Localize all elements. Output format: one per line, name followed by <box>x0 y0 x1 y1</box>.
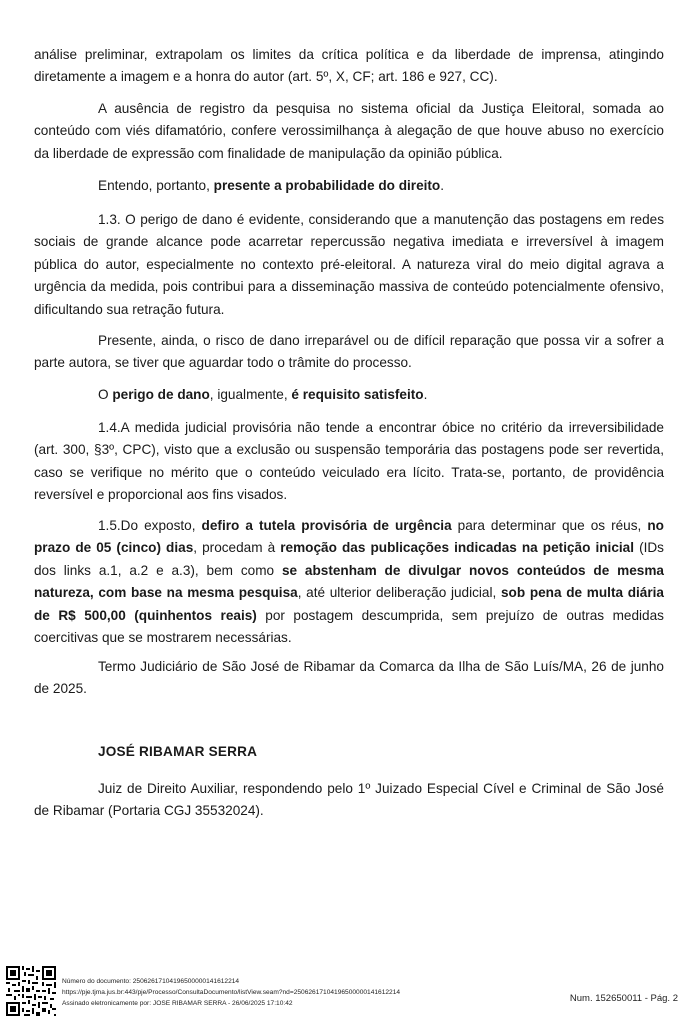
paragraph-text: análise preliminar, extrapolam os limites da crítica política e da liberdade de imprensa, atingindo diretamente a imagem e a honra do autor (art. 5º, X, CF; art. 186 e 927, CC). <box>34 47 664 85</box>
paragraph-text: O <box>98 387 113 402</box>
bold-text: é requisito satisfeito <box>291 387 424 402</box>
paragraph-text: . <box>423 387 428 402</box>
paragraph-text: 1.5.Do exposto, <box>98 518 202 533</box>
signature-role <box>34 778 664 823</box>
document-number: Número do documento: 25062617104196500000141612214 <box>62 978 240 985</box>
electronic-signature: Assinado eletronicamente por: JOSE RIBAMAR SERRA - 26/06/2025 17:10:42 <box>62 999 293 1007</box>
qr-code-icon <box>6 966 56 1016</box>
page-number: Num. 152650011 - Pág. 2 <box>569 993 678 1004</box>
paragraph-text: Entendo, portanto, <box>98 178 214 193</box>
paragraph-decisao <box>34 515 664 649</box>
paragraph-termo <box>34 656 664 701</box>
paragraph-text: , procedam à <box>193 540 281 556</box>
paragraph-intro <box>34 44 664 89</box>
paragraph-text: , até ulterior deliberação judicial, <box>297 585 501 601</box>
paragraph-text: Termo Judiciário de São José de Ribamar da Comarca da Ilha de São Luís/MA, 26 de junho de 2025. <box>34 659 664 697</box>
paragraph-perigo-dano <box>34 209 664 321</box>
bold-text: perigo de dano <box>112 387 210 402</box>
signature-role-text: Juiz de Direito Auxiliar, respondendo pelo 1º Juizado Especial Cível e Criminal de São José de Ribamar (Portaria CGJ 35532024). <box>34 781 664 819</box>
paragraph-text: por postagem descumprida, sem prejuízo de outras medidas coercitivas que se mostrarem necessárias. <box>34 607 664 646</box>
paragraph-text: 1.4.A medida judicial provisória não tende a encontrar óbice no critério da irreversibilidade (art. 300, §3º, CPC), visto que a exclusão ou suspensão temporária das postagens pode ser revertida, caso se verifique no mérito que o conteúdo veiculado era lícito. Trata-se, portanto, de providência reversível e proporcional aos fins visados. <box>34 420 664 503</box>
paragraph-text: para determinar que os réus, <box>451 518 648 533</box>
bold-text: remoção das publicações indicadas na petição inicial <box>280 540 634 556</box>
paragraph-requisito <box>34 384 664 406</box>
bold-text: defiro a tutela provisória de urgência <box>201 518 452 533</box>
paragraph-irreversibilidade <box>34 417 664 507</box>
bold-text: presente a probabilidade do direito <box>213 178 441 193</box>
paragraph-risco <box>34 330 664 375</box>
footer-metadata <box>62 977 400 1009</box>
signature-name: JOSÉ RIBAMAR SERRA <box>98 744 258 759</box>
bold-text: sob pena de multa diária de R$ 500,00 (quinhentos reais) <box>34 585 664 623</box>
paragraph-text: . <box>440 178 445 193</box>
document-url-link[interactable]: https://pje.tjma.jus.br:443/pje/Processo/ConsultaDocumento/listView.seam?nd=25062617104196500000141612214 <box>62 988 401 996</box>
paragraph-text: (IDs dos links a.1, a.2 e a.3), bem como <box>34 540 664 578</box>
bold-text: no prazo de 05 (cinco) dias <box>34 518 664 556</box>
paragraph-verossimilhanca <box>34 98 664 165</box>
paragraph-text: , igualmente, <box>209 387 292 402</box>
bold-text: se abstenham de divulgar novos conteúdos de mesma natureza, com base na mesma pesquisa <box>34 562 664 601</box>
paragraph-text: A ausência de registro da pesquisa no sistema oficial da Justiça Eleitoral, somada ao conteúdo com viés difamatório, confere verossimilhança à alegação de que houve abuso no exercício da liberdade de expressão com finalidade de manipulação da opinião pública. <box>34 101 664 161</box>
paragraph-text: Presente, ainda, o risco de dano irreparável ou de difícil reparação que possa vir a sofrer a parte autora, se tiver que aguardar todo o trâmite do processo. <box>34 333 664 371</box>
paragraph-text: 1.3. O perigo de dano é evidente, considerando que a manutenção das postagens em redes sociais de grande alcance pode acarretar repercussão negativa imediata e irreversível à imagem pública do autor, especialmente no contexto pré-eleitoral. A natureza viral do meio digital agrava a urgência da medida, pois contribui para a disseminação massiva de conteúdo potencialmente ofensivo, dificultando sua retração futura. <box>34 212 664 317</box>
paragraph-probabilidade <box>34 175 664 197</box>
